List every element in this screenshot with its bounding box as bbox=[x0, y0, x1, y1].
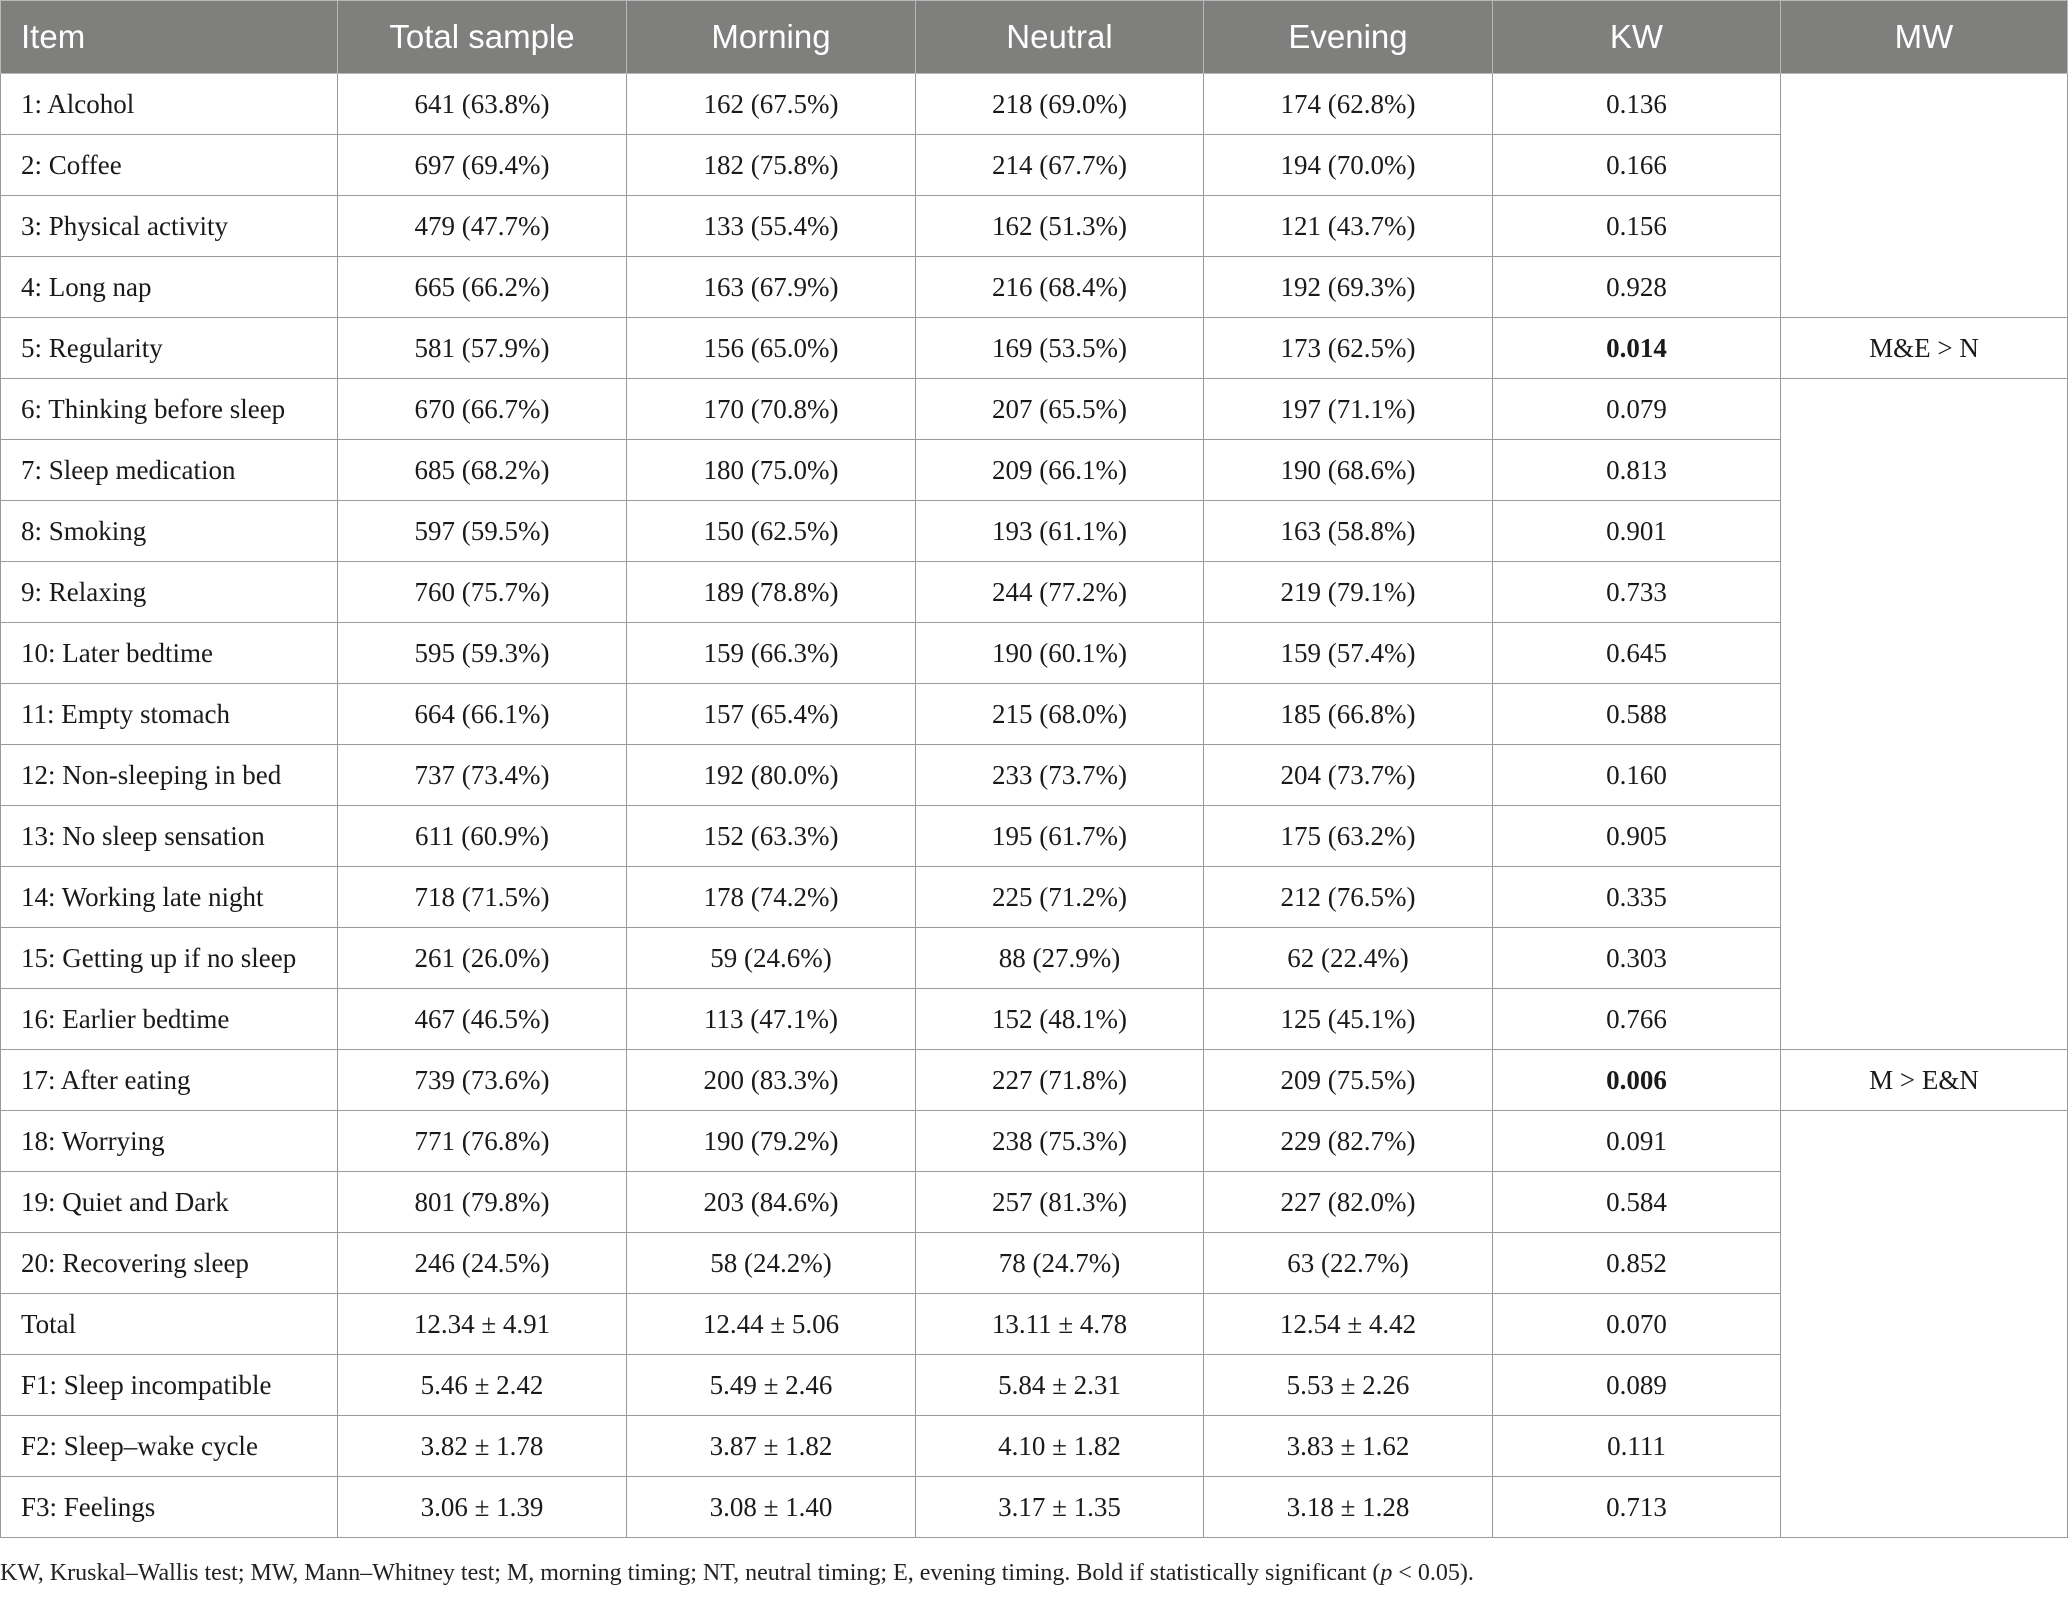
cell-neutral: 207 (65.5%) bbox=[916, 379, 1204, 440]
cell-evening: 3.18 ± 1.28 bbox=[1204, 1477, 1493, 1538]
cell-mw bbox=[1781, 1355, 2068, 1416]
cell-morning: 113 (47.1%) bbox=[627, 989, 916, 1050]
cell-mw bbox=[1781, 562, 2068, 623]
table-row bbox=[1, 74, 2068, 135]
cell-mw: M&E > N bbox=[1781, 318, 2068, 379]
cell-evening: 12.54 ± 4.42 bbox=[1204, 1294, 1493, 1355]
cell-kw: 0.070 bbox=[1493, 1294, 1781, 1355]
header-kw: KW bbox=[1493, 1, 1781, 74]
cell-mw bbox=[1781, 379, 2068, 440]
cell-kw: 0.766 bbox=[1493, 989, 1781, 1050]
cell-total-sample: 665 (66.2%) bbox=[338, 257, 627, 318]
cell-neutral: 152 (48.1%) bbox=[916, 989, 1204, 1050]
table-row bbox=[1, 501, 2068, 562]
cell-neutral: 214 (67.7%) bbox=[916, 135, 1204, 196]
footnote-text-end: < 0.05). bbox=[1392, 1560, 1474, 1586]
cell-mw bbox=[1781, 1111, 2068, 1172]
table-row bbox=[1, 562, 2068, 623]
cell-morning: 156 (65.0%) bbox=[627, 318, 916, 379]
cell-item: 3: Physical activity bbox=[1, 196, 338, 257]
cell-neutral: 78 (24.7%) bbox=[916, 1233, 1204, 1294]
header-item: Item bbox=[1, 1, 338, 74]
table-row bbox=[1, 623, 2068, 684]
table-row bbox=[1, 806, 2068, 867]
cell-neutral: 257 (81.3%) bbox=[916, 1172, 1204, 1233]
cell-evening: 3.83 ± 1.62 bbox=[1204, 1416, 1493, 1477]
header-evening: Evening bbox=[1204, 1, 1493, 74]
cell-kw: 0.588 bbox=[1493, 684, 1781, 745]
table-row bbox=[1, 928, 2068, 989]
cell-mw bbox=[1781, 684, 2068, 745]
cell-total-sample: 479 (47.7%) bbox=[338, 196, 627, 257]
cell-mw bbox=[1781, 989, 2068, 1050]
cell-neutral: 225 (71.2%) bbox=[916, 867, 1204, 928]
cell-total-sample: 3.06 ± 1.39 bbox=[338, 1477, 627, 1538]
cell-item: 1: Alcohol bbox=[1, 74, 338, 135]
cell-item: 2: Coffee bbox=[1, 135, 338, 196]
cell-total-sample: 467 (46.5%) bbox=[338, 989, 627, 1050]
cell-neutral: 4.10 ± 1.82 bbox=[916, 1416, 1204, 1477]
footnote-text: KW, Kruskal–Wallis test; MW, Mann–Whitney test; M, morning timing; NT, neutral timing; E, evening timing. Bold if statistically significant ( bbox=[0, 1560, 1381, 1586]
cell-neutral: 162 (51.3%) bbox=[916, 196, 1204, 257]
cell-kw: 0.091 bbox=[1493, 1111, 1781, 1172]
table-row bbox=[1, 1355, 2068, 1416]
cell-evening: 194 (70.0%) bbox=[1204, 135, 1493, 196]
cell-kw: 0.156 bbox=[1493, 196, 1781, 257]
cell-evening: 173 (62.5%) bbox=[1204, 318, 1493, 379]
cell-neutral: 13.11 ± 4.78 bbox=[916, 1294, 1204, 1355]
cell-evening: 63 (22.7%) bbox=[1204, 1233, 1493, 1294]
table-row bbox=[1, 379, 2068, 440]
cell-evening: 229 (82.7%) bbox=[1204, 1111, 1493, 1172]
cell-total-sample: 739 (73.6%) bbox=[338, 1050, 627, 1111]
cell-evening: 190 (68.6%) bbox=[1204, 440, 1493, 501]
cell-neutral: 193 (61.1%) bbox=[916, 501, 1204, 562]
cell-mw bbox=[1781, 501, 2068, 562]
cell-total-sample: 718 (71.5%) bbox=[338, 867, 627, 928]
cell-item: 18: Worrying bbox=[1, 1111, 338, 1172]
cell-item: Total bbox=[1, 1294, 338, 1355]
cell-total-sample: 697 (69.4%) bbox=[338, 135, 627, 196]
cell-morning: 190 (79.2%) bbox=[627, 1111, 916, 1172]
table-row bbox=[1, 135, 2068, 196]
cell-total-sample: 670 (66.7%) bbox=[338, 379, 627, 440]
table-row bbox=[1, 1416, 2068, 1477]
cell-mw: M > E&N bbox=[1781, 1050, 2068, 1111]
table-row bbox=[1, 1050, 2068, 1111]
cell-item: 10: Later bedtime bbox=[1, 623, 338, 684]
cell-total-sample: 3.82 ± 1.78 bbox=[338, 1416, 627, 1477]
cell-total-sample: 685 (68.2%) bbox=[338, 440, 627, 501]
cell-evening: 192 (69.3%) bbox=[1204, 257, 1493, 318]
cell-morning: 150 (62.5%) bbox=[627, 501, 916, 562]
cell-evening: 175 (63.2%) bbox=[1204, 806, 1493, 867]
cell-kw: 0.852 bbox=[1493, 1233, 1781, 1294]
cell-neutral: 218 (69.0%) bbox=[916, 74, 1204, 135]
cell-kw: 0.584 bbox=[1493, 1172, 1781, 1233]
table-row bbox=[1, 1111, 2068, 1172]
cell-evening: 212 (76.5%) bbox=[1204, 867, 1493, 928]
cell-item: 19: Quiet and Dark bbox=[1, 1172, 338, 1233]
cell-kw: 0.111 bbox=[1493, 1416, 1781, 1477]
cell-kw: 0.006 bbox=[1493, 1050, 1781, 1111]
cell-total-sample: 246 (24.5%) bbox=[338, 1233, 627, 1294]
cell-mw bbox=[1781, 1416, 2068, 1477]
cell-item: 14: Working late night bbox=[1, 867, 338, 928]
cell-item: 20: Recovering sleep bbox=[1, 1233, 338, 1294]
cell-mw bbox=[1781, 257, 2068, 318]
cell-neutral: 227 (71.8%) bbox=[916, 1050, 1204, 1111]
cell-morning: 5.49 ± 2.46 bbox=[627, 1355, 916, 1416]
cell-morning: 163 (67.9%) bbox=[627, 257, 916, 318]
cell-evening: 121 (43.7%) bbox=[1204, 196, 1493, 257]
header-mw: MW bbox=[1781, 1, 2068, 74]
cell-item: 5: Regularity bbox=[1, 318, 338, 379]
cell-evening: 185 (66.8%) bbox=[1204, 684, 1493, 745]
cell-item: 11: Empty stomach bbox=[1, 684, 338, 745]
cell-kw: 0.160 bbox=[1493, 745, 1781, 806]
table-row bbox=[1, 1172, 2068, 1233]
cell-morning: 157 (65.4%) bbox=[627, 684, 916, 745]
cell-neutral: 216 (68.4%) bbox=[916, 257, 1204, 318]
cell-kw: 0.079 bbox=[1493, 379, 1781, 440]
cell-neutral: 169 (53.5%) bbox=[916, 318, 1204, 379]
cell-neutral: 190 (60.1%) bbox=[916, 623, 1204, 684]
cell-mw bbox=[1781, 135, 2068, 196]
cell-total-sample: 664 (66.1%) bbox=[338, 684, 627, 745]
cell-kw: 0.136 bbox=[1493, 74, 1781, 135]
cell-evening: 5.53 ± 2.26 bbox=[1204, 1355, 1493, 1416]
footnote-p-symbol: p bbox=[1380, 1560, 1393, 1586]
cell-mw bbox=[1781, 867, 2068, 928]
cell-morning: 178 (74.2%) bbox=[627, 867, 916, 928]
cell-mw bbox=[1781, 1477, 2068, 1538]
cell-mw bbox=[1781, 196, 2068, 257]
cell-morning: 159 (66.3%) bbox=[627, 623, 916, 684]
cell-total-sample: 611 (60.9%) bbox=[338, 806, 627, 867]
cell-kw: 0.166 bbox=[1493, 135, 1781, 196]
footnote bbox=[0, 1560, 1474, 1587]
header-morning: Morning bbox=[627, 1, 916, 74]
cell-morning: 182 (75.8%) bbox=[627, 135, 916, 196]
cell-total-sample: 12.34 ± 4.91 bbox=[338, 1294, 627, 1355]
cell-morning: 59 (24.6%) bbox=[627, 928, 916, 989]
cell-mw bbox=[1781, 1172, 2068, 1233]
cell-morning: 3.08 ± 1.40 bbox=[627, 1477, 916, 1538]
cell-neutral: 195 (61.7%) bbox=[916, 806, 1204, 867]
cell-morning: 189 (78.8%) bbox=[627, 562, 916, 623]
cell-kw: 0.645 bbox=[1493, 623, 1781, 684]
table-body bbox=[1, 74, 2068, 1538]
table-row bbox=[1, 867, 2068, 928]
cell-evening: 197 (71.1%) bbox=[1204, 379, 1493, 440]
table-row bbox=[1, 257, 2068, 318]
cell-morning: 200 (83.3%) bbox=[627, 1050, 916, 1111]
cell-kw: 0.813 bbox=[1493, 440, 1781, 501]
header-row bbox=[1, 1, 2068, 74]
cell-evening: 204 (73.7%) bbox=[1204, 745, 1493, 806]
cell-neutral: 88 (27.9%) bbox=[916, 928, 1204, 989]
cell-item: F2: Sleep–wake cycle bbox=[1, 1416, 338, 1477]
table-row bbox=[1, 745, 2068, 806]
cell-morning: 180 (75.0%) bbox=[627, 440, 916, 501]
cell-total-sample: 760 (75.7%) bbox=[338, 562, 627, 623]
header-total-sample: Total sample bbox=[338, 1, 627, 74]
cell-evening: 163 (58.8%) bbox=[1204, 501, 1493, 562]
cell-morning: 170 (70.8%) bbox=[627, 379, 916, 440]
cell-item: F1: Sleep incompatible bbox=[1, 1355, 338, 1416]
cell-mw bbox=[1781, 1294, 2068, 1355]
table-row bbox=[1, 318, 2068, 379]
cell-morning: 152 (63.3%) bbox=[627, 806, 916, 867]
cell-total-sample: 801 (79.8%) bbox=[338, 1172, 627, 1233]
cell-morning: 3.87 ± 1.82 bbox=[627, 1416, 916, 1477]
cell-total-sample: 597 (59.5%) bbox=[338, 501, 627, 562]
cell-total-sample: 641 (63.8%) bbox=[338, 74, 627, 135]
cell-neutral: 215 (68.0%) bbox=[916, 684, 1204, 745]
header-neutral: Neutral bbox=[916, 1, 1204, 74]
cell-kw: 0.901 bbox=[1493, 501, 1781, 562]
cell-total-sample: 581 (57.9%) bbox=[338, 318, 627, 379]
cell-evening: 62 (22.4%) bbox=[1204, 928, 1493, 989]
cell-total-sample: 771 (76.8%) bbox=[338, 1111, 627, 1172]
cell-morning: 12.44 ± 5.06 bbox=[627, 1294, 916, 1355]
cell-kw: 0.014 bbox=[1493, 318, 1781, 379]
cell-item: 6: Thinking before sleep bbox=[1, 379, 338, 440]
cell-item: 13: No sleep sensation bbox=[1, 806, 338, 867]
cell-evening: 159 (57.4%) bbox=[1204, 623, 1493, 684]
cell-kw: 0.928 bbox=[1493, 257, 1781, 318]
table-row bbox=[1, 989, 2068, 1050]
cell-mw bbox=[1781, 74, 2068, 135]
cell-mw bbox=[1781, 623, 2068, 684]
cell-neutral: 244 (77.2%) bbox=[916, 562, 1204, 623]
cell-morning: 192 (80.0%) bbox=[627, 745, 916, 806]
cell-morning: 133 (55.4%) bbox=[627, 196, 916, 257]
cell-mw bbox=[1781, 440, 2068, 501]
table-row bbox=[1, 196, 2068, 257]
cell-item: 7: Sleep medication bbox=[1, 440, 338, 501]
cell-mw bbox=[1781, 806, 2068, 867]
cell-kw: 0.905 bbox=[1493, 806, 1781, 867]
cell-kw: 0.089 bbox=[1493, 1355, 1781, 1416]
cell-item: 12: Non-sleeping in bed bbox=[1, 745, 338, 806]
cell-neutral: 5.84 ± 2.31 bbox=[916, 1355, 1204, 1416]
table-row bbox=[1, 440, 2068, 501]
cell-kw: 0.713 bbox=[1493, 1477, 1781, 1538]
cell-item: 9: Relaxing bbox=[1, 562, 338, 623]
cell-neutral: 233 (73.7%) bbox=[916, 745, 1204, 806]
cell-item: 16: Earlier bedtime bbox=[1, 989, 338, 1050]
cell-item: F3: Feelings bbox=[1, 1477, 338, 1538]
cell-neutral: 209 (66.1%) bbox=[916, 440, 1204, 501]
cell-neutral: 3.17 ± 1.35 bbox=[916, 1477, 1204, 1538]
cell-item: 4: Long nap bbox=[1, 257, 338, 318]
cell-mw bbox=[1781, 1233, 2068, 1294]
cell-item: 8: Smoking bbox=[1, 501, 338, 562]
cell-evening: 227 (82.0%) bbox=[1204, 1172, 1493, 1233]
cell-total-sample: 261 (26.0%) bbox=[338, 928, 627, 989]
cell-neutral: 238 (75.3%) bbox=[916, 1111, 1204, 1172]
table-row bbox=[1, 1233, 2068, 1294]
cell-morning: 162 (67.5%) bbox=[627, 74, 916, 135]
cell-kw: 0.303 bbox=[1493, 928, 1781, 989]
cell-total-sample: 5.46 ± 2.42 bbox=[338, 1355, 627, 1416]
table-row bbox=[1, 1477, 2068, 1538]
cell-evening: 125 (45.1%) bbox=[1204, 989, 1493, 1050]
cell-total-sample: 595 (59.3%) bbox=[338, 623, 627, 684]
cell-total-sample: 737 (73.4%) bbox=[338, 745, 627, 806]
cell-evening: 209 (75.5%) bbox=[1204, 1050, 1493, 1111]
cell-mw bbox=[1781, 928, 2068, 989]
cell-kw: 0.335 bbox=[1493, 867, 1781, 928]
cell-morning: 58 (24.2%) bbox=[627, 1233, 916, 1294]
cell-kw: 0.733 bbox=[1493, 562, 1781, 623]
cell-item: 17: After eating bbox=[1, 1050, 338, 1111]
table-row bbox=[1, 1294, 2068, 1355]
cell-evening: 174 (62.8%) bbox=[1204, 74, 1493, 135]
cell-morning: 203 (84.6%) bbox=[627, 1172, 916, 1233]
cell-item: 15: Getting up if no sleep bbox=[1, 928, 338, 989]
table-row bbox=[1, 684, 2068, 745]
cell-evening: 219 (79.1%) bbox=[1204, 562, 1493, 623]
cell-mw bbox=[1781, 745, 2068, 806]
